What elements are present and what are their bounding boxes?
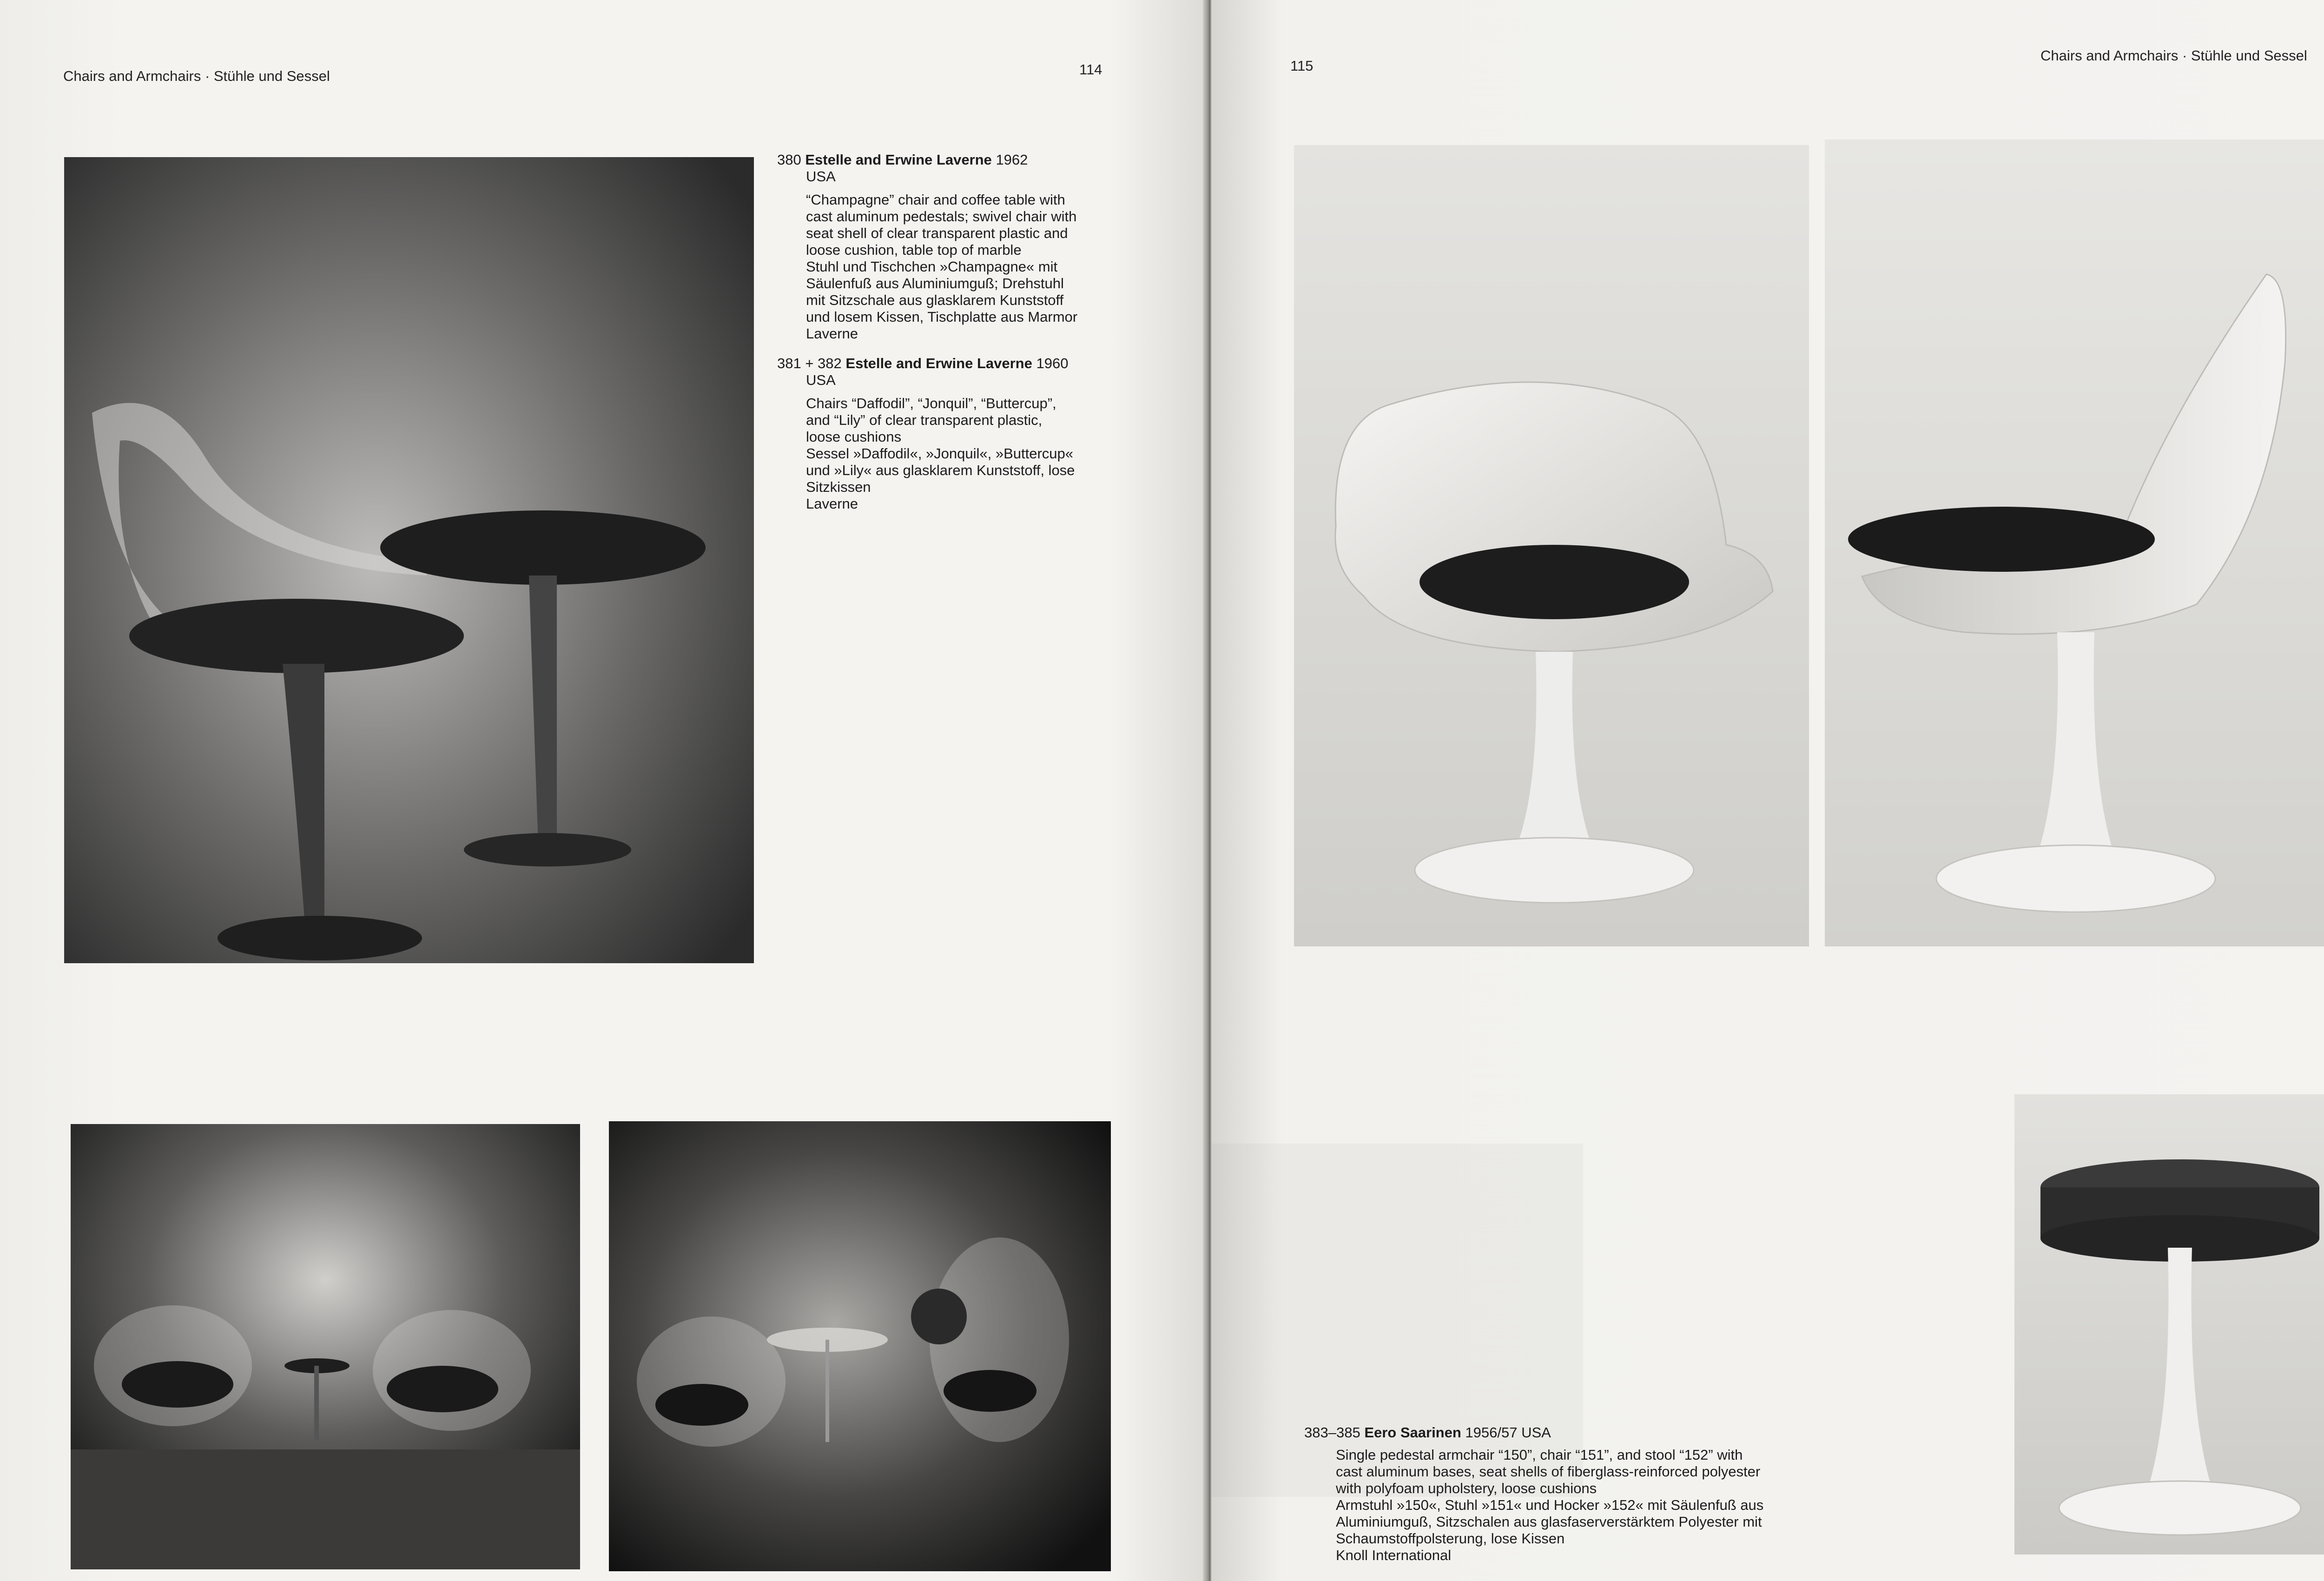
designer-name: Estelle and Erwine Laverne <box>805 152 992 168</box>
photo-tulip-stool <box>2014 1094 2324 1555</box>
caption-line: cast aluminum pedestals; swivel chair with <box>806 208 1077 225</box>
caption-line: Laverne <box>806 496 858 512</box>
caption-line: Sessel »Daffodil«, »Jonquil«, »Buttercup« <box>806 445 1074 462</box>
caption-381-382 <box>777 355 1075 512</box>
caption-line: Schaumstoffpolsterung, lose Kissen <box>1336 1530 1565 1547</box>
design-year: 1962 <box>996 152 1028 168</box>
catalog-number: 380 <box>777 152 801 168</box>
design-year: 1956/57 <box>1465 1424 1518 1441</box>
caption-line: Chairs “Daffodil”, “Jonquil”, “Buttercup”, <box>806 395 1056 411</box>
photo-jonquil-lily-chairs <box>609 1121 1111 1571</box>
caption-line: Stuhl und Tischchen »Champagne« mit <box>806 258 1058 275</box>
photo-tulip-chair <box>1825 139 2324 946</box>
catalog-number: 383–385 <box>1304 1424 1360 1441</box>
caption-line: Single pedestal armchair “150”, chair “151”, and stool “152” with <box>1336 1447 1743 1463</box>
designer-name: Eero Saarinen <box>1364 1424 1461 1441</box>
caption-line: with polyfoam upholstery, loose cushions <box>1336 1480 1597 1496</box>
caption-line: loose cushion, table top of marble <box>806 242 1022 258</box>
country: USA <box>806 168 836 185</box>
photo-tulip-armchair <box>1294 145 1809 946</box>
caption-line: Knoll International <box>1336 1547 1452 1563</box>
right-page <box>1211 0 2324 1581</box>
running-head-right: Chairs and Armchairs · Stühle und Sessel <box>2040 47 2307 64</box>
caption-line: und losem Kissen, Tischplatte aus Marmor <box>806 309 1078 325</box>
country: USA <box>806 372 836 388</box>
caption-line: “Champagne” chair and coffee table with <box>806 192 1065 208</box>
caption-line: cast aluminum bases, seat shells of fiberglass-reinforced polyester <box>1336 1463 1761 1480</box>
caption-line: Sitzkissen <box>806 479 871 495</box>
caption-line: Aluminiumguß, Sitzschalen aus glasfaserverstärktem Polyester mit <box>1336 1514 1762 1530</box>
caption-line: seat shell of clear transparent plastic and <box>806 225 1068 241</box>
caption-line: and “Lily” of clear transparent plastic, <box>806 412 1043 428</box>
caption-383-385 <box>1304 1424 1763 1564</box>
caption-line: Säulenfuß aus Aluminiumguß; Drehstuhl <box>806 275 1064 291</box>
caption-line: und »Lily« aus glasklarem Kunststoff, lose <box>806 462 1075 478</box>
country: USA <box>1521 1424 1551 1441</box>
caption-380 <box>777 152 1077 342</box>
page-number-left: 114 <box>1079 61 1103 78</box>
page-number-right: 115 <box>1290 58 1314 74</box>
catalog-number: 381 + 382 <box>777 355 842 371</box>
designer-name: Estelle and Erwine Laverne <box>845 355 1032 371</box>
caption-line: mit Sitzschale aus glasklarem Kunststoff <box>806 292 1064 308</box>
design-year: 1960 <box>1036 355 1069 371</box>
photo-daffodil-chairs <box>71 1124 580 1569</box>
photo-champagne-chair <box>64 157 754 963</box>
running-head-left: Chairs and Armchairs · Stühle und Sessel <box>63 68 330 84</box>
caption-line: Armstuhl »150«, Stuhl »151« und Hocker »152« mit Säulenfuß aus <box>1336 1497 1764 1513</box>
caption-line: Laverne <box>806 325 858 342</box>
caption-line: loose cushions <box>806 429 902 445</box>
